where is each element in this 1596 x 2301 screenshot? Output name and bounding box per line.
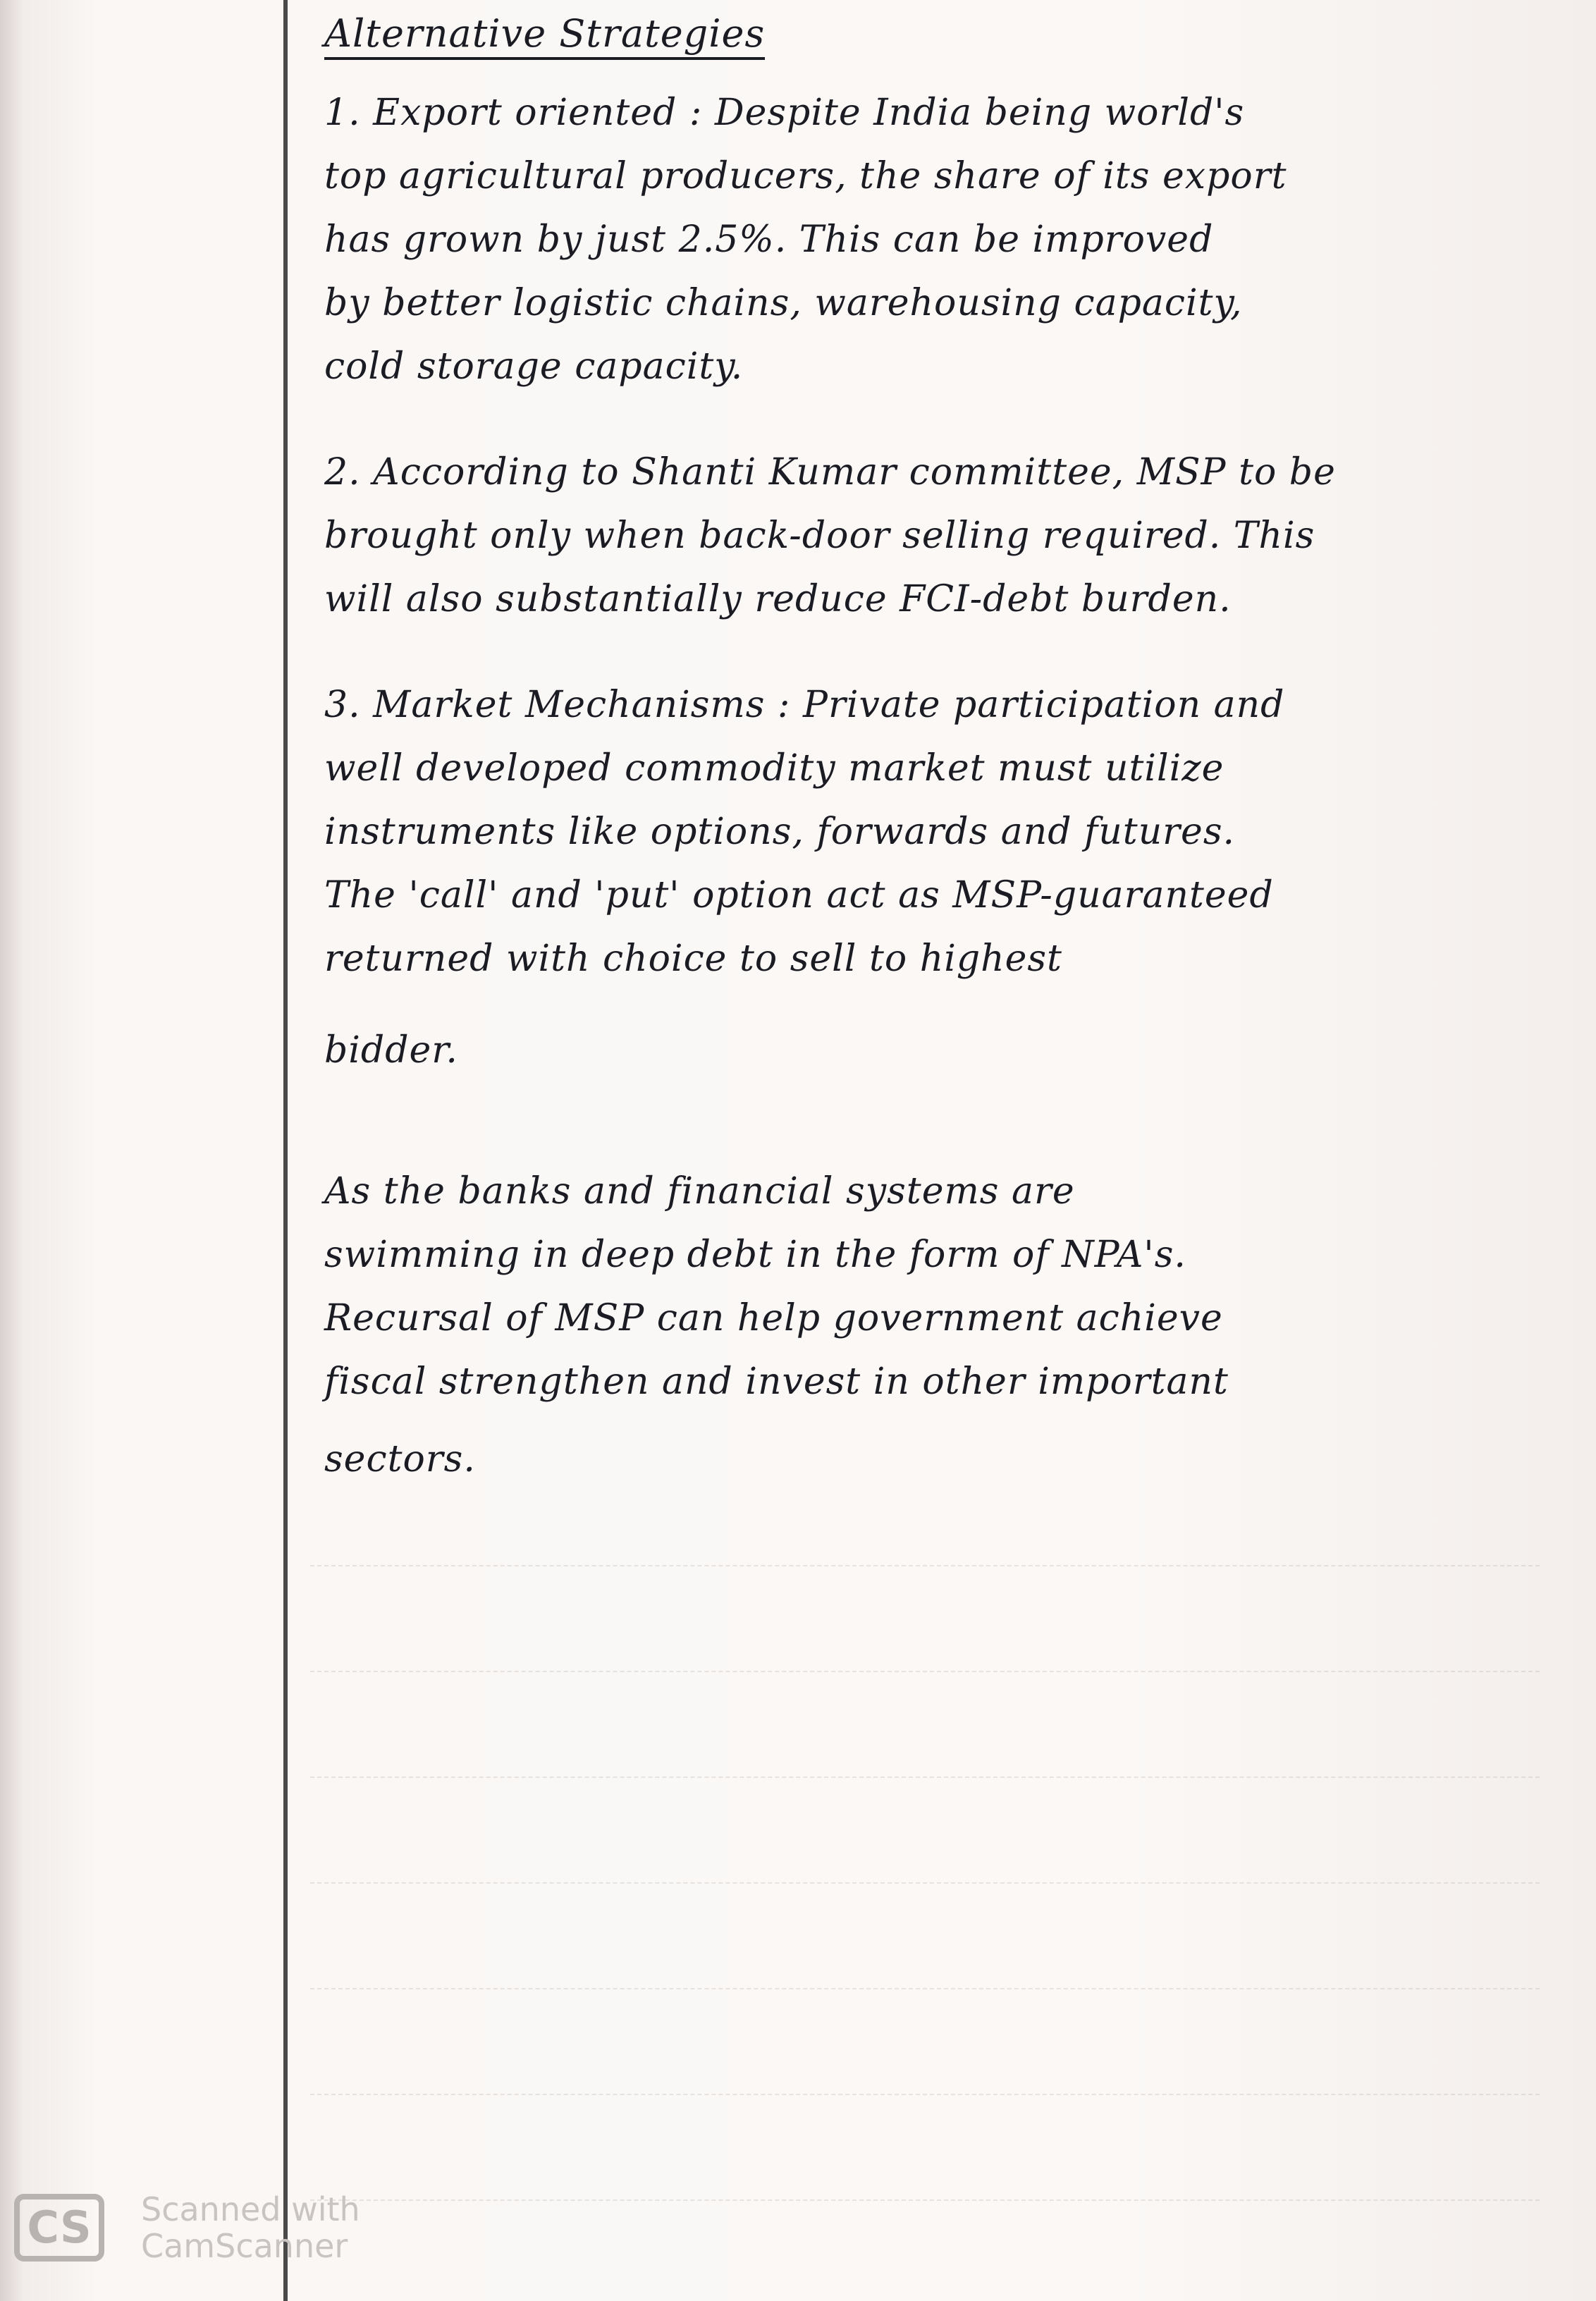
text-line: As the banks and financial systems are — [324, 1170, 1075, 1213]
bleed-through-line — [310, 1516, 1540, 1566]
text-line: Recursal of MSP can help government achieve — [324, 1297, 1223, 1339]
watermark-text: Scanned with CamScanner — [141, 2190, 360, 2265]
text-line: sectors. — [324, 1438, 476, 1480]
bleed-through-line — [310, 2150, 1540, 2201]
text-line: bidder. — [324, 1029, 458, 1072]
text-line: 1. Export oriented : Despite India being world's — [324, 92, 1245, 134]
text-line: instruments like options, forwards and futures. — [324, 811, 1236, 853]
bleed-through-line — [310, 1727, 1540, 1778]
margin-line — [283, 0, 288, 2301]
text-line: 3. Market Mechanisms : Private participation and — [324, 684, 1285, 726]
text-line: well developed commodity market must utilize — [324, 747, 1224, 790]
scanner-watermark — [14, 2191, 409, 2269]
text-line: will also substantially reduce FCI-debt burden. — [324, 578, 1232, 620]
text-line: cold storage capacity. — [324, 345, 744, 388]
text-line: The 'call' and 'put' option act as MSP-guaranteed — [324, 874, 1274, 916]
text-line: has grown by just 2.5%. This can be improved — [324, 219, 1214, 261]
text-line: 2. According to Shanti Kumar committee, MSP to be — [324, 451, 1336, 493]
text-line: by better logistic chains, warehousing capacity, — [324, 282, 1243, 324]
text-line: brought only when back-door selling required. This — [324, 515, 1315, 557]
text-line: fiscal strengthen and invest in other important — [324, 1361, 1229, 1403]
text-line: swimming in deep debt in the form of NPA's. — [324, 1234, 1186, 1276]
page-title: Alternative Strategies — [324, 11, 765, 60]
text-line: top agricultural producers, the share of its export — [324, 155, 1287, 197]
text-line: returned with choice to sell to highest — [324, 938, 1062, 980]
bleed-through-line — [310, 1939, 1540, 1989]
camscanner-logo: CS — [14, 2194, 104, 2262]
bleed-through-line — [310, 2044, 1540, 2095]
bleed-through-line — [310, 1621, 1540, 1672]
page-spine-shadow — [0, 0, 24, 2301]
bleed-through-line — [310, 1833, 1540, 1884]
